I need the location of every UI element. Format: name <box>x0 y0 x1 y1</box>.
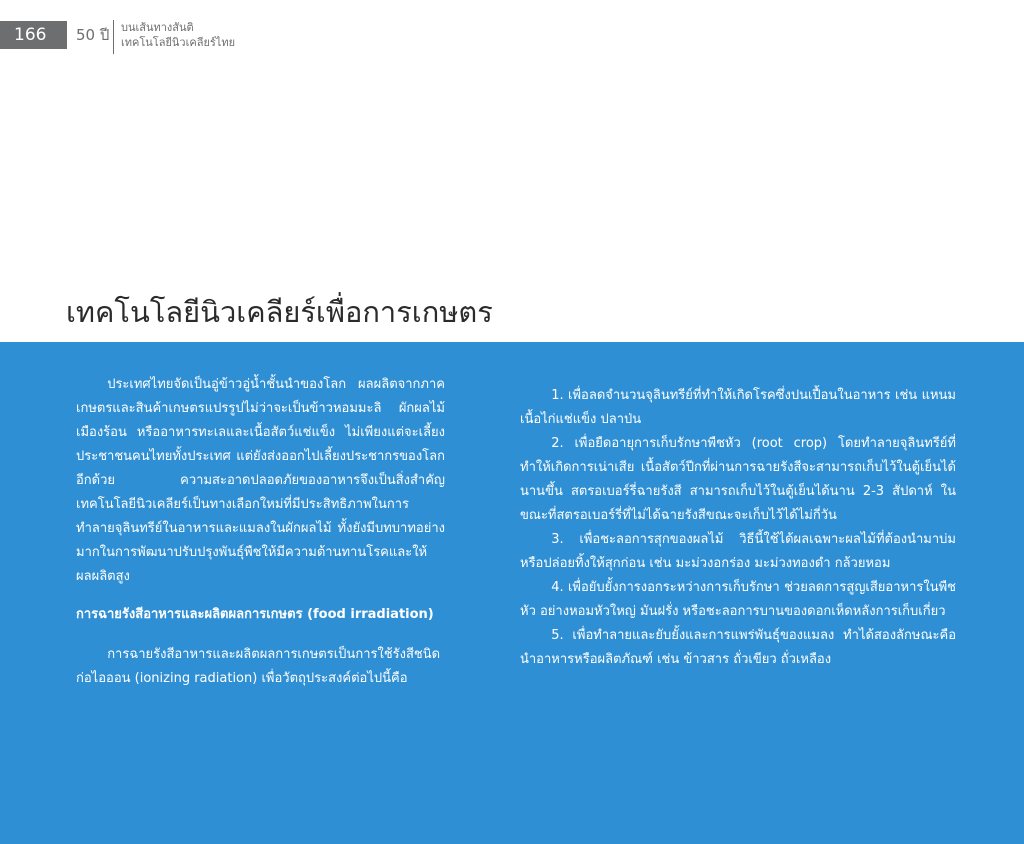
section-subheading: การฉายรังสีอาหารและผลิตผลการเกษตร (food irradiation) <box>76 607 434 622</box>
right-column <box>520 384 956 672</box>
irradiation-paragraph: การฉายรังสีอาหารและผลิตผลการเกษตรเป็นการใช้รังสีชนิดก่อไอออน (ionizing radiation) เพื่อวัตถุประสงค์ต่อไปนี้คือ <box>76 647 441 686</box>
header-divider <box>113 20 114 54</box>
book-years: 50 ปี <box>76 26 110 44</box>
chapter-title: เทคโนโลยีนิวเคลียร์เพื่อการเกษตร <box>66 295 493 329</box>
page-number: 166 <box>0 21 67 49</box>
list-item-5: 5. เพื่อทำลายและยับยั้งและการแพร่พันธุ์ของแมลง ทำได้สองลักษณะคือ นำอาหารหรือผลิตภัณฑ์ เช่น ข้าวสาร ถั่วเขียว ถั่วเหลือง <box>520 628 956 667</box>
left-column <box>76 373 445 691</box>
list-item-4: 4. เพื่อยับยั้งการงอกระหว่างการเก็บรักษา ช่วยลดการสูญเสียอาหารในพืชหัว อย่างหอมหัวใหญ่ มันฝรั่ง หรือชะลอการบานของดอกเห็ดหลังการเก็บเกี่ยว <box>520 580 956 619</box>
intro-paragraph: ประเทศไทยจัดเป็นอู่ข้าวอู่น้ำชั้นนำของโลก ผลผลิตจากภาคเกษตรและสินค้าเกษตรแปรรูปไม่ว่าจะเป็นข้าวหอมมะลิ ผักผลไม้เมืองร้อน หรืออาหารทะเลและเนื้อสัตว์แช่แข็ง ไม่เพียงแต่จะเลี้ยงประชาชนคนไทยทั้งประเทศ แต่ยังส่งออกไปเลี้ยงประชากรของโลกอีกด้วย ความสะอาดปลอดภัยของอาหารจึงเป็นสิ่งสำคัญ เทคโนโลยีนิวเคลียร์เป็นทางเลือกใหม่ที่มีประสิทธิภาพในการทำลายจุลินทรีย์ในอาหารและแมลงในผักผลไม้ ทั้งยังมีบทบาทอย่างมากในการพัฒนาปรับปรุงพันธุ์พืชให้มีความต้านทานโรคและให้ผลผลิตสูง <box>76 377 445 584</box>
list-item-2: 2. เพื่อยืดอายุการเก็บรักษาพืชหัว (root crop) โดยทำลายจุลินทรีย์ที่ทำให้เกิดการเน่าเสีย เนื้อสัตว์ปีกที่ผ่านการฉายรังสีจะสามารถเก็บไว้ในตู้เย็นได้นานขึ้น สตรอเบอร์รี่ฉายรังสี สามารถเก็บไว้ในตู้เย็นได้นาน 2-3 สัปดาห์ ในขณะที่สตรอเบอร์รี่ที่ไม่ได้ฉายรังสีขณะจะเก็บไว้ได้ไม่กี่วัน <box>520 436 956 523</box>
list-item-1: 1. เพื่อลดจำนวนจุลินทรีย์ที่ทำให้เกิดโรคซึ่งปนเปื้อนในอาหาร เช่น แหนม เนื้อไก่แช่แข็ง ปลาป่น <box>520 388 956 427</box>
book-title-line1: บนเส้นทางสันติ <box>121 21 194 34</box>
book-title-line2: เทคโนโลยีนิวเคลียร์ไทย <box>121 36 236 49</box>
list-item-3: 3. เพื่อชะลอการสุกของผลไม้ วิธีนี้ใช้ได้ผลเฉพาะผลไม้ที่ต้องนำมาบ่มหรือปล่อยทิ้งให้สุกก่อน เช่น มะม่วงอกร่อง มะม่วงทองดำ กล้วยหอม <box>520 532 956 571</box>
book-title <box>121 20 235 50</box>
